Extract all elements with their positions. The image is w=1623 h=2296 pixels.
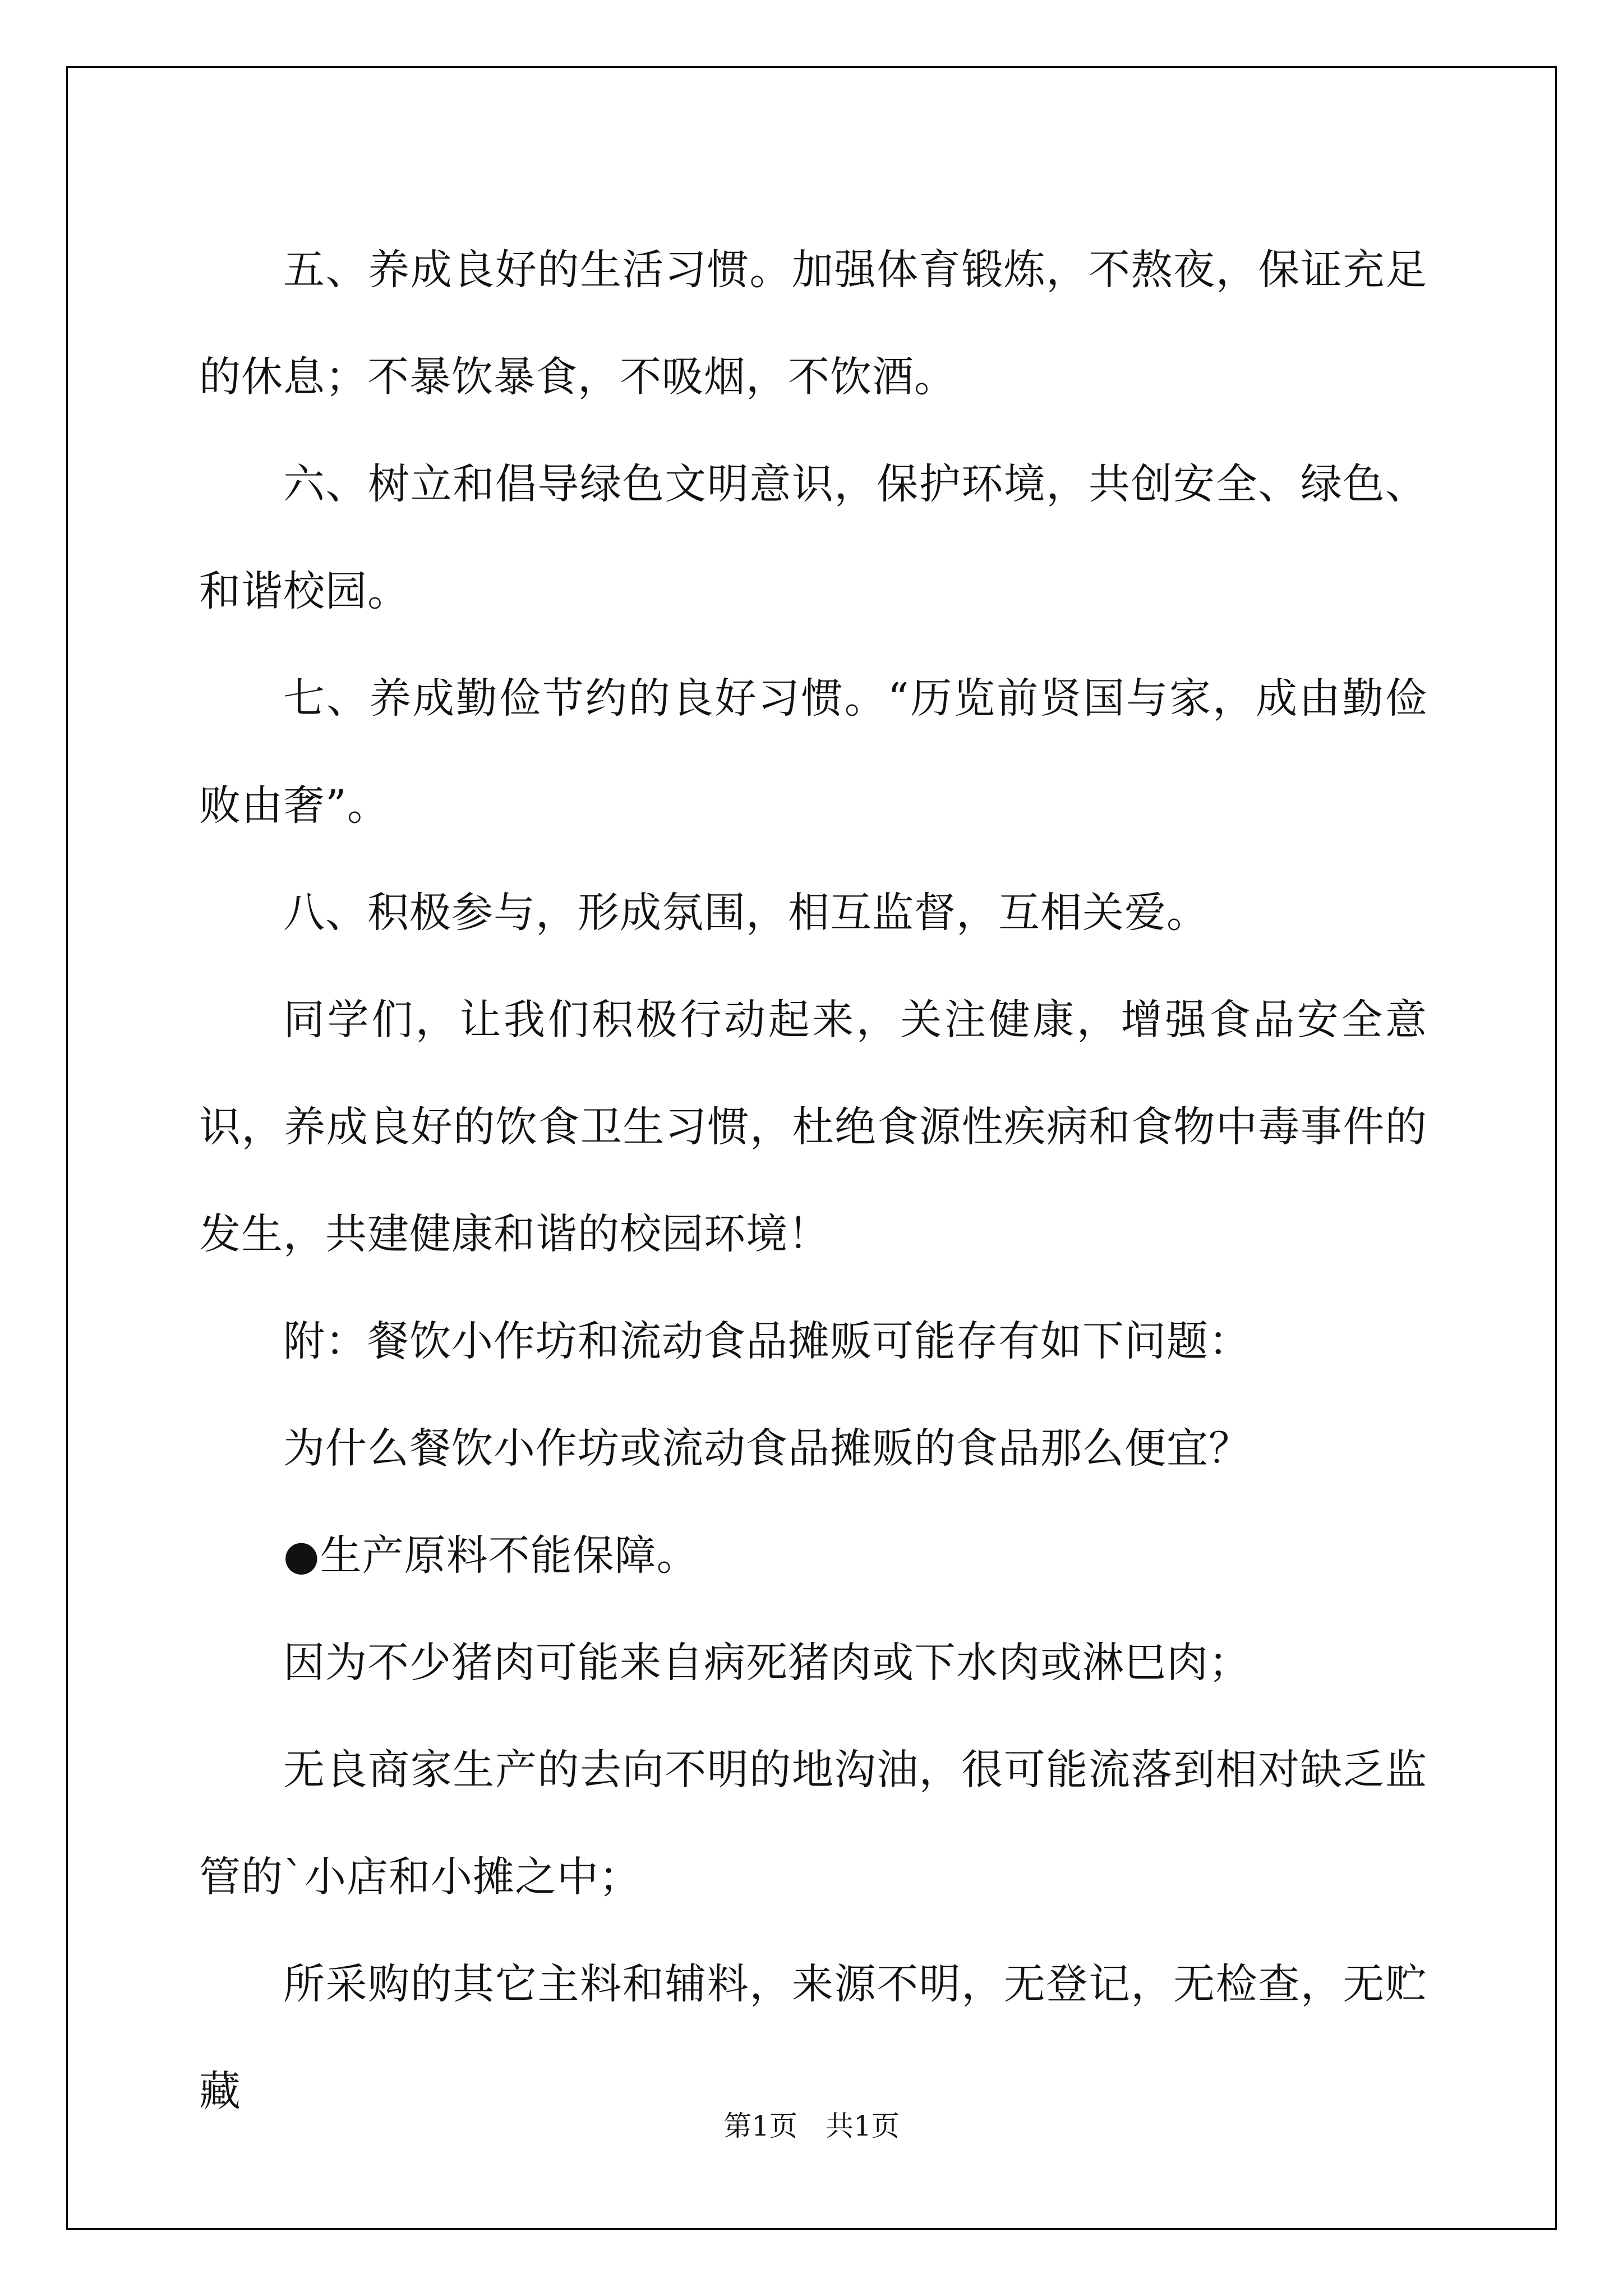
paragraph-appeal: 同学们，让我们积极行动起来，关注健康，增强食品安全意识，养成良好的饮食卫生习惯，杜绝食源性疾病和食物中毒事件的发生，共建健康和谐的校园环境！ <box>199 996 1427 1258</box>
paragraph-6: 六、树立和倡导绿色文明意识，保护环境，共创安全、绿色、和谐校园。 <box>199 460 1427 615</box>
document-body <box>199 217 1427 2145</box>
page-footer <box>0 2109 1623 2143</box>
paragraph-appendix-title: 附：餐饮小作坊和流动食品摊贩可能存有如下问题： <box>283 1317 1251 1365</box>
paragraph-pork: 因为不少猪肉可能来自病死猪肉或下水肉或淋巴肉； <box>283 1639 1251 1687</box>
paragraph-question: 为什么餐饮小作坊或流动食品摊贩的食品那么便宜？ <box>283 1424 1251 1473</box>
paragraph-materials: 所采购的其它主料和辅料，来源不明，无登记，无检查，无贮藏 <box>199 1960 1427 2115</box>
paragraph-oil: 无良商家生产的去向不明的地沟油，很可能流落到相对缺乏监管的`小店和小摊之中； <box>199 1746 1427 1901</box>
page-count: 共1页 <box>826 2110 900 2142</box>
paragraph-8: 八、积极参与，形成氛围，相互监督，互相关爱。 <box>283 889 1209 937</box>
paragraph-5: 五、养成良好的生活习惯。加强体育锻炼，不熬夜，保证充足的休息；不暴饮暴食，不吸烟，不饮酒。 <box>199 246 1427 401</box>
page-number: 第1页 <box>723 2110 797 2142</box>
paragraph-bullet: ●生产原料不能保障。 <box>283 1531 699 1580</box>
paragraph-7: 七、养成勤俭节约的良好习惯。“历览前贤国与家，成由勤俭败由奢”。 <box>199 674 1427 830</box>
